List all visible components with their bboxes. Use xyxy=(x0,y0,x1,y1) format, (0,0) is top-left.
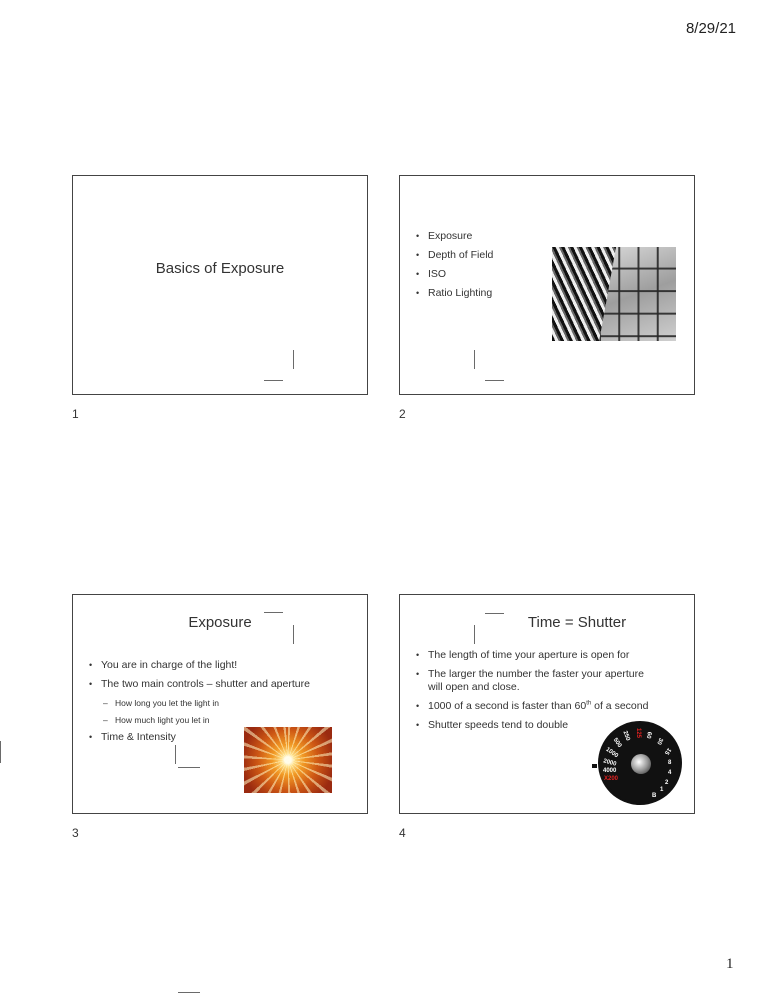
stray-tick-mark xyxy=(178,767,200,768)
stray-tick-mark xyxy=(264,612,283,613)
stray-tick-mark xyxy=(474,350,475,369)
slide-4-thumbnail[interactable] xyxy=(399,594,695,814)
page-date: 8/29/21 xyxy=(685,20,736,37)
stray-tick-mark xyxy=(485,613,504,614)
bullet-text: of a second xyxy=(591,700,649,712)
dial-label: B xyxy=(652,793,657,799)
dial-label: 15 xyxy=(662,746,672,756)
stray-tick-mark xyxy=(293,625,294,644)
superscript: th xyxy=(586,700,592,707)
stray-tick-mark xyxy=(178,992,200,993)
dial-label: 8 xyxy=(668,760,672,766)
architecture-photo xyxy=(552,247,676,341)
bullet-text: 1000 of a second is faster than 60 xyxy=(428,700,587,712)
dial-label: 4 xyxy=(668,770,672,776)
slide-1-number: 1 xyxy=(72,407,79,421)
slide-2-bullets xyxy=(416,230,493,306)
bullet-item: • The larger the number the faster your aperture will open and close. xyxy=(416,668,648,694)
slide-1-title: Basics of Exposure xyxy=(155,260,285,277)
starburst-photo xyxy=(244,727,332,793)
dial-label: 1000 xyxy=(604,746,619,760)
slide-2-number: 2 xyxy=(399,407,406,421)
dial-label: 60 xyxy=(644,731,652,739)
bullet-item: • ISO xyxy=(416,268,493,281)
stray-tick-mark xyxy=(175,745,176,764)
stray-tick-mark xyxy=(0,741,1,763)
slide-3-title: Exposure xyxy=(188,614,252,631)
sub-bullet-item: – How long you let the light in xyxy=(89,697,310,710)
slide-1-thumbnail[interactable] xyxy=(72,175,368,395)
dial-label: 125 xyxy=(635,727,642,739)
dial-label: X200 xyxy=(604,776,619,782)
stray-tick-mark xyxy=(264,380,283,381)
slide-2-thumbnail[interactable] xyxy=(399,175,695,395)
slide-3-thumbnail[interactable] xyxy=(72,594,368,814)
dial-label: 500 xyxy=(611,737,623,749)
slide-4-title: Time = Shutter xyxy=(527,614,627,631)
sub-bullet-item: – How much light you let in xyxy=(89,714,310,727)
slide-3-number: 3 xyxy=(72,826,79,840)
dial-label: 250 xyxy=(621,730,631,742)
bullet-item: • Ratio Lighting xyxy=(416,287,493,300)
bullet-item: • Depth of Field xyxy=(416,249,493,262)
dial-label: 4000 xyxy=(603,768,617,774)
stray-tick-mark xyxy=(293,350,294,369)
dial-label: 2 xyxy=(665,780,669,786)
slide-4-number: 4 xyxy=(399,826,406,840)
dial-index-marker xyxy=(592,764,597,768)
dial-label: 30 xyxy=(655,736,664,746)
bullet-item: • The two main controls – shutter and aperture xyxy=(89,678,310,691)
bullet-item: • Shutter speeds tend to double xyxy=(416,719,686,732)
bullet-item xyxy=(416,700,658,713)
bullet-item: • Exposure xyxy=(416,230,493,243)
page-number: 1 xyxy=(726,956,734,972)
dial-hub xyxy=(631,754,651,774)
dial-label: 2000 xyxy=(602,758,617,768)
bullet-item: • You are in charge of the light! xyxy=(89,659,310,672)
shutter-dial-image xyxy=(598,721,682,805)
stray-tick-mark xyxy=(485,380,504,381)
stray-tick-mark xyxy=(474,625,475,644)
dial-label: 1 xyxy=(660,787,664,793)
bullet-item: • Time & Intensity xyxy=(89,731,310,744)
bullet-item: • The length of time your aperture is open for xyxy=(416,649,686,662)
